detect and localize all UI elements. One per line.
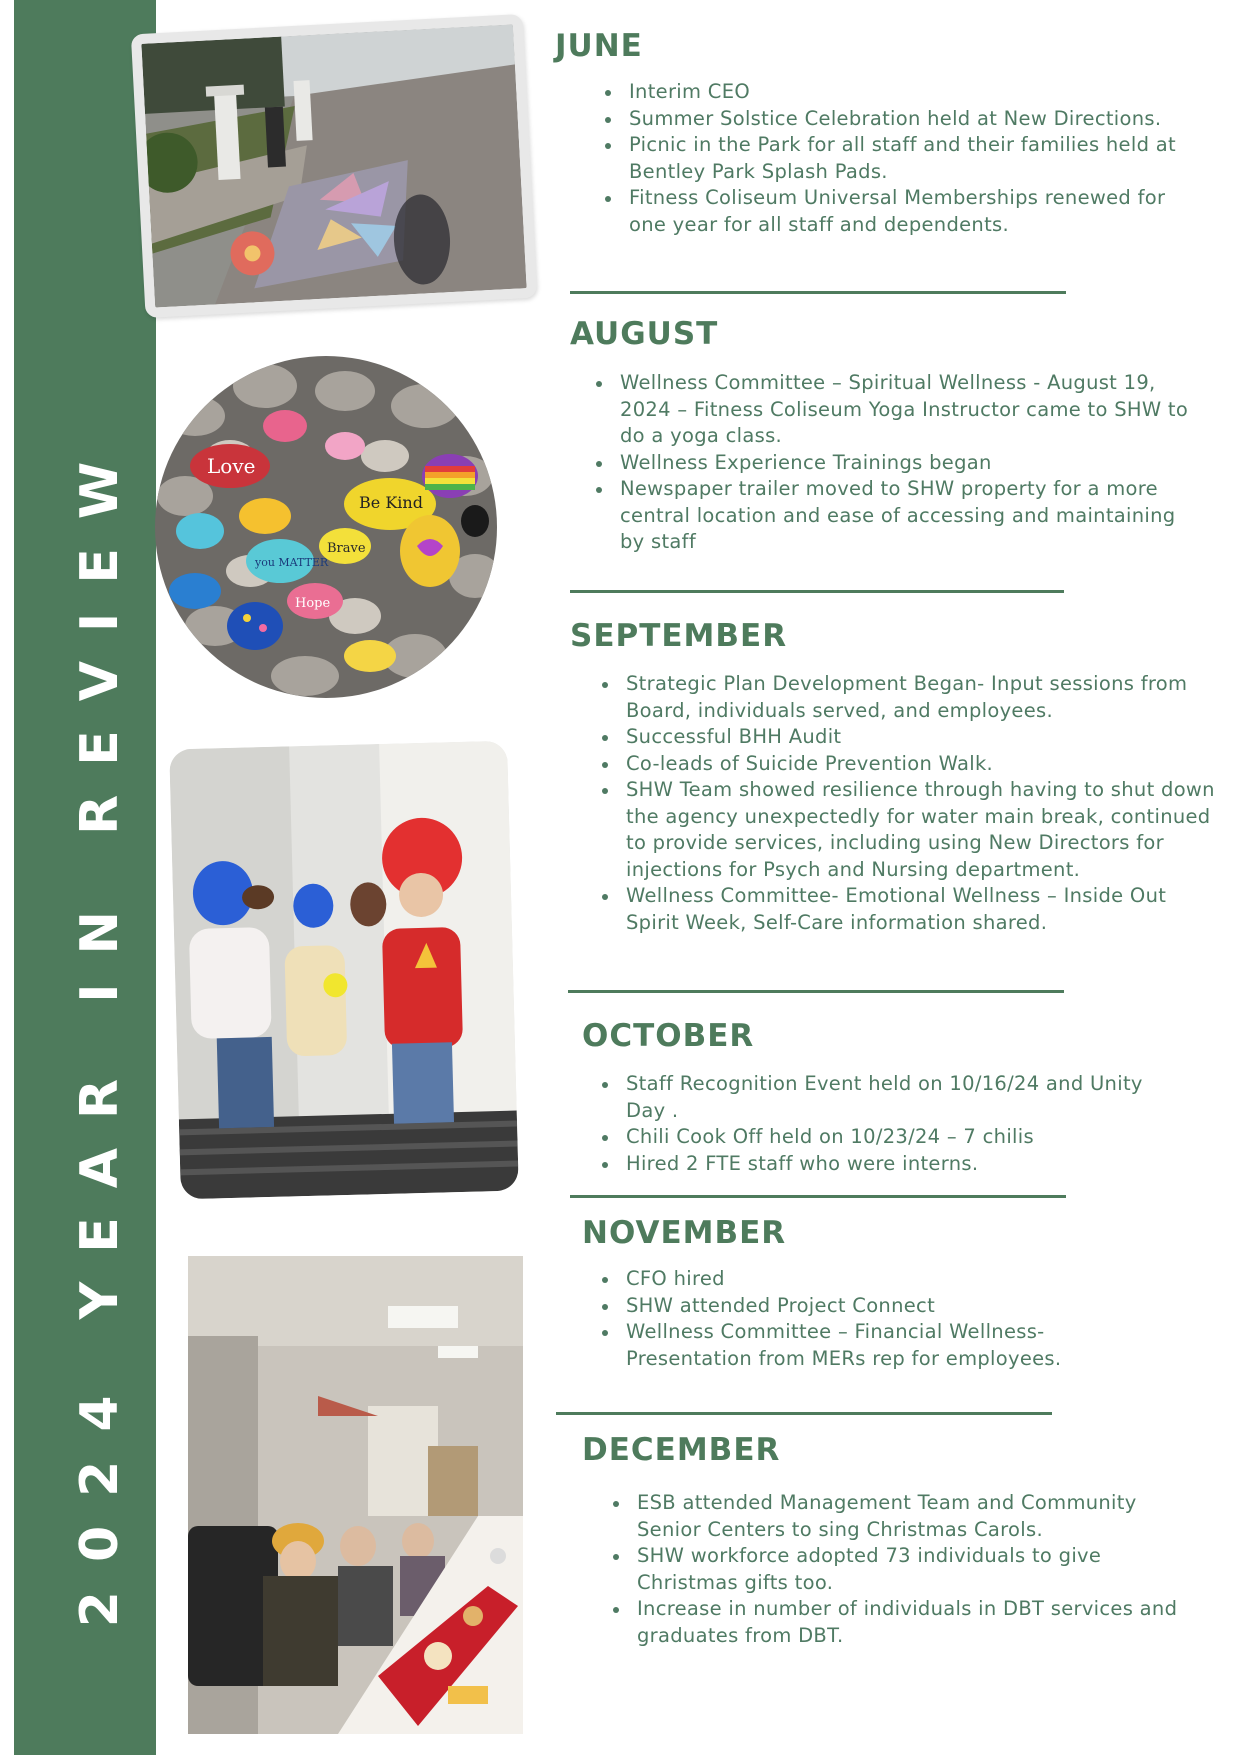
list-item: Co-leads of Suicide Prevention Walk. (602, 751, 1220, 778)
list-item: CFO hired (602, 1266, 1162, 1293)
list-item: Hired 2 FTE staff who were interns. (602, 1151, 1182, 1178)
month-heading: SEPTEMBER (570, 618, 788, 654)
list-item: Wellness Committee – Spiritual Wellness - August 19, 2024 – Fitness Coliseum Yoga Instructor came to SHW to do a yoga class. (596, 370, 1191, 450)
month-heading: JUNE (555, 28, 643, 64)
divider (570, 291, 1066, 294)
list-item: SHW workforce adopted 73 individuals to give Christmas gifts too. (613, 1543, 1193, 1596)
section-september (570, 618, 1230, 936)
list-item: Summer Solstice Celebration held at New Directions. (605, 106, 1185, 133)
section-december (582, 1432, 1222, 1649)
section-november (582, 1215, 1222, 1372)
list-item: SHW Team showed resilience through having to shut down the agency unexpectedly for water main break, continued to provide services, including using New Directors for injections for Psych and Nursing department. (602, 777, 1220, 883)
list-item: Fitness Coliseum Universal Memberships renewed for one year for all staff and dependents. (605, 185, 1185, 238)
photo-painted-rocks (155, 356, 497, 698)
rock-text-love: Love (207, 454, 256, 478)
rock-text-be-kind: Be Kind (359, 493, 423, 512)
photo-chalk-sidewalk (131, 14, 537, 318)
divider (568, 990, 1064, 993)
list-item: Successful BHH Audit (602, 724, 1220, 751)
sidebar (14, 0, 156, 1755)
month-heading: NOVEMBER (582, 1215, 787, 1251)
list-item: Picnic in the Park for all staff and their families held at Bentley Park Splash Pads. (605, 132, 1185, 185)
divider (570, 590, 1064, 593)
rock-text-brave: Brave (327, 541, 366, 556)
sidebar-title: 2024 YEAR IN REVIEW (70, 432, 130, 1628)
month-heading: DECEMBER (582, 1432, 781, 1468)
list-item: Wellness Committee – Financial Wellness- Presentation from MERs rep for employees. (602, 1319, 1162, 1372)
section-june (555, 28, 1195, 238)
list-item: Chili Cook Off held on 10/23/24 – 7 chilis (602, 1124, 1182, 1151)
list-item: Increase in number of individuals in DBT services and graduates from DBT. (613, 1596, 1193, 1649)
list-item: Interim CEO (605, 79, 1185, 106)
rock-text-you-matter: you MATTER (255, 556, 329, 569)
list-item: Strategic Plan Development Began- Input sessions from Board, individuals served, and employees. (602, 671, 1220, 724)
list-item: Staff Recognition Event held on 10/16/24 and Unity Day . (602, 1071, 1182, 1124)
section-august (570, 316, 1210, 556)
rock-text-hope: Hope (295, 596, 331, 611)
section-october (582, 1018, 1222, 1177)
month-heading: AUGUST (570, 316, 719, 352)
list-item: SHW attended Project Connect (602, 1293, 1162, 1320)
list-item: Wellness Experience Trainings began (596, 450, 1191, 477)
divider (570, 1195, 1066, 1198)
photo-staff-costume (169, 741, 519, 1200)
month-heading: OCTOBER (582, 1018, 755, 1054)
list-item: ESB attended Management Team and Community Senior Centers to sing Christmas Carols. (613, 1490, 1193, 1543)
list-item: Newspaper trailer moved to SHW property for a more central location and ease of accessing and maintaining by staff (596, 476, 1191, 556)
list-item: Wellness Committee- Emotional Wellness – Inside Out Spirit Week, Self-Care information shared. (602, 883, 1220, 936)
divider (556, 1412, 1052, 1415)
photo-holiday-luncheon (188, 1256, 523, 1734)
